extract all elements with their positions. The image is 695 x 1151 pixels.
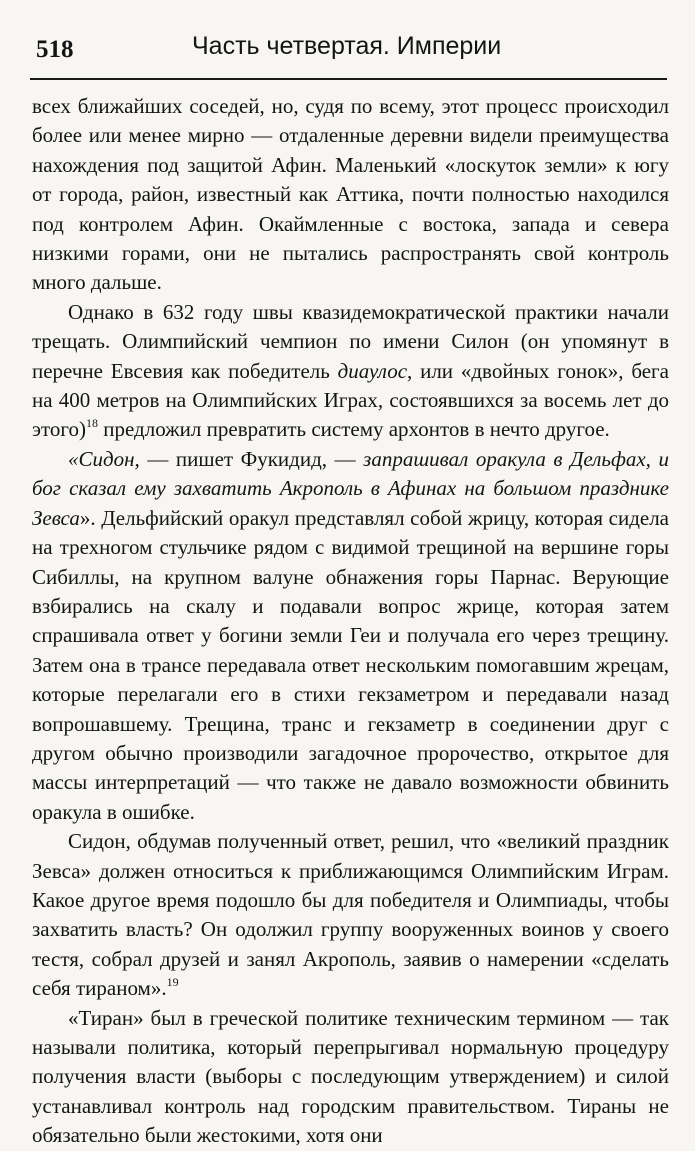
paragraph-cylon <box>32 298 669 445</box>
paragraph-sidon <box>32 827 669 1003</box>
body-text <box>32 92 669 1151</box>
paragraph-text: — пишет Фукидид, — <box>139 446 364 471</box>
page-number: 518 <box>36 36 74 63</box>
paragraph-continued <box>32 92 669 298</box>
paragraph-text: ». Дельфийский оракул представлял собой жрицу, которая сидела на трехногом стульчике рядом с видимой трещиной на вершине горы Сибиллы, на крупном валуне обнажения горы Парнас. Верующие взбирались на скалу и подавали вопрос жрице, которая затем спрашивала ответ у богини земли Геи и получала его через трещину. Затем она в трансе передавала ответ нескольким помогавшим жрецам, которые перелагали его в стихи гекзаметром и передавали назад вопрошавшему. Трещина, транс и гекзаметр в соединении друг с другом обычно производили загадочное пророчество, открытое для массы интерпретаций — что также не давало возможности обвинить оракула в ошибке. <box>32 505 669 824</box>
footnote-ref-19: 19 <box>166 975 179 990</box>
paragraph-text: Однако в 632 году швы квазидемократической практики начали трещать. Олимпийский чемпион по имени Силон (он упомянут в перечне Евсевия как победитель <box>32 299 669 383</box>
paragraph-text: Сидон, обдумав полученный ответ, решил, что «великий праздник Зевса» должен относиться к приближающимся Олимпийским Играм. Какое другое время подошло бы для победителя и Олимпиады, чтобы захватить власть? Он одолжил группу вооруженных воинов у своего тестя, собрал друзей и занял Акрополь, заявив о намерении «сделать себя тираном». <box>32 829 669 1001</box>
paragraph-text: «Тиран» был в греческой политике техническим термином — так называли политика, который перепрыгивал нормальную процедуру получения власти (выборы с последующим утверждением) и силой устанавливал контроль над городским правительством. Тираны не обязательно были жестокими, хотя они <box>32 1005 669 1148</box>
running-title: Часть четвертая. Империи <box>192 32 502 60</box>
paragraph-oracle <box>32 445 669 827</box>
italic-term: диаулос <box>337 358 408 383</box>
page-header <box>30 30 667 80</box>
quote-italic: запрашивал оракула в Дельфах, и бог сказал ему захватить Акрополь в Афинах на большом празднике Зевса <box>32 446 669 530</box>
paragraph-tyrant <box>32 1004 669 1151</box>
paragraph-text: всех ближайших соседей, но, судя по всему, этот процесс происходил более или менее мирно — отдаленные деревни видели преимущества нахождения под защитой Афин. Маленький «лоскуток земли» к югу от города, район, известный как Аттика, почти полностью находился под контролем Афин. Окаймленные с востока, запада и севера низкими горами, они не пытались распространять свой контроль много дальше. <box>32 94 669 295</box>
paragraph-text: , или «двойных гонок», бега на 400 метров на Олимпийских Играх, состоявшихся за восемь лет до этого) <box>32 358 669 442</box>
paragraph-text: предложил превратить систему архонтов в нечто другое. <box>98 417 610 442</box>
quote-italic: «Сидон, <box>68 446 140 471</box>
footnote-ref-18: 18 <box>86 416 98 431</box>
